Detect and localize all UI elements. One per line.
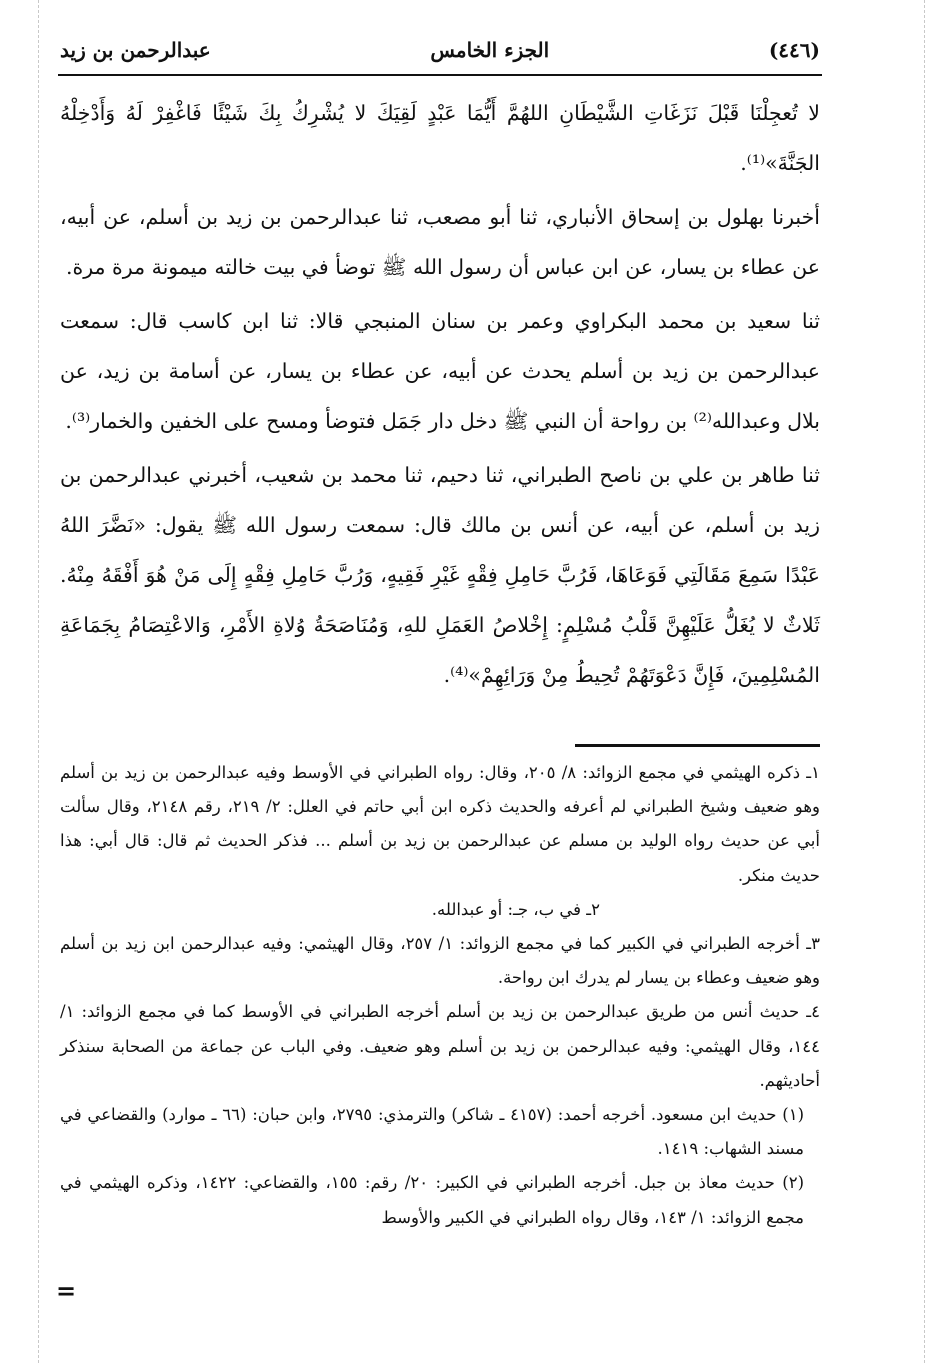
- paragraph: لا تُعجِلْنَا قَبْلَ نَزَغَاتِ الشَّيْطَانِ اللهُمَّ أَيُّمَا عَبْدٍ لَقِيَكَ لا يُشْرِكُ بِكَ شَيْئًا فَاغْفِرْ لَهُ وَأَدْخِلْهُ الجَنَّةَ»⁽¹⁾.: [60, 101, 820, 175]
- scan-guide-line: [924, 0, 925, 1363]
- footnote: ٢ـ في ب، جـ: أو عبدالله.: [431, 899, 600, 919]
- footnote: (١) حديث ابن مسعود. أخرجه أحمد: (٤١٥٧ ـ شاكر) والترمذي: ٢٧٩٥، وابن حبان: (٦٦ ـ موارد) والقضاعي في مسند الشهاب: ١٤١٩.: [60, 1105, 804, 1159]
- paragraph: أخبرنا بهلول بن إسحاق الأنباري، ثنا أبو مصعب، ثنا عبدالرحمن بن زيد بن أسلم، عن أبيه، عن عطاء بن يسار، عن ابن عباس أن رسول الله ﷺ توضأ في بيت خالته ميمونة مرة مرة.: [60, 205, 820, 279]
- paragraph: ثنا طاهر بن علي بن ناصح الطبراني، ثنا دحيم، ثنا محمد بن شعيب، أخبرني عبدالرحمن بن زيد بن أسلم، عن أبيه، عن أنس بن مالك قال: سمعت رسول الله ﷺ يقول: «نَضَّرَ اللهُ عَبْدًا سَمِعَ مَقَالَتِي فَوَعَاهَا، فَرُبَّ حَامِلِ فِقْهٍ غَيْرِ فَقِيهٍ، وَرُبَّ حَامِلِ فِقْهٍ إِلَى مَنْ هُوَ أَفْقَهُ مِنْهُ. ثَلاثٌ لا يُغَلُّ عَلَيْهِنَّ قَلْبُ مُسْلِمٍ: إِخْلاصُ العَمَلِ للهِ، وَمُنَاصَحَةُ وُلاةِ الأَمْرِ، وَالاعْتِصَامُ بِجَمَاعَةِ المُسْلِمِينَ، فَإِنَّ دَعْوَتَهُمْ تُحِيطُ مِنْ وَرَائِهِمْ»⁽⁴⁾.: [60, 463, 820, 687]
- footnote: ٤ـ حديث أنس من طريق عبدالرحمن بن زيد بن أسلم أخرجه الطبراني في الأوسط كما في مجمع الزوائد: ١/ ١٤٤، وقال الهيثمي: وفيه عبدالرحمن بن زيد بن أسلم وهو ضعيف. وفي الباب عن جماعة من الصحابة سنذكر أحاديثهم.: [60, 1002, 820, 1090]
- continuation-marker: =: [56, 1276, 77, 1305]
- footnote-separator: [575, 744, 820, 747]
- footnotes: [60, 756, 820, 1235]
- section-title: عبدالرحمن بن زيد: [60, 38, 211, 62]
- page-header: [60, 30, 820, 70]
- scan-guide-line: [38, 0, 39, 1363]
- page-number: (٤٤٦): [768, 38, 820, 62]
- part-title: الجزء الخامس: [430, 38, 550, 62]
- footnote: (٢) حديث معاذ بن جبل. أخرجه الطبراني في الكبير: ٢٠/ رقم: ١٥٥، والقضاعي: ١٤٢٢، وذكره الهيثمي في مجمع الزوائد: ١/ ١٤٣، وقال رواه الطبراني في الكبير والأوسط: [60, 1173, 804, 1227]
- header-rule: [58, 74, 822, 76]
- footnote: ١ـ ذكره الهيثمي في مجمع الزوائد: ٨/ ٢٠٥، وقال: رواه الطبراني في الأوسط وفيه عبدالرحمن بن زيد بن أسلم وهو ضعيف وشيخ الطبراني لم أعرفه والحديث ذكره ابن أبي حاتم في العلل: ٢/ ٢١٩، رقم ٢١٤٨، وقال سألت أبي عن حديث رواه الوليد بن مسلم عن عبدالرحمن بن زيد بن أسلم ... فذكر الحديث ثم قال: قال أبي: هذا حديث منكر.: [60, 763, 820, 885]
- footnote: ٣ـ أخرجه الطبراني في الكبير كما في مجمع الزوائد: ١/ ٢٥٧، وقال الهيثمي: وفيه عبدالرحمن ابن زيد بن أسلم وهو ضعيف وعطاء بن يسار لم يدرك ابن رواحة.: [60, 934, 821, 988]
- main-text: [60, 88, 820, 704]
- paragraph: ثنا سعيد بن محمد البكراوي وعمر بن سنان المنبجي قالا: ثنا ابن كاسب قال: سمعت عبدالرحمن بن زيد بن أسلم يحدث عن أبيه، عن عطاء بن يسار، عن أسامة بن زيد، عن بلال وعبدالله⁽²⁾ بن رواحة أن النبي ﷺ دخل دار جَمَل فتوضأ ومسح على الخفين والخمار⁽³⁾.: [60, 309, 820, 433]
